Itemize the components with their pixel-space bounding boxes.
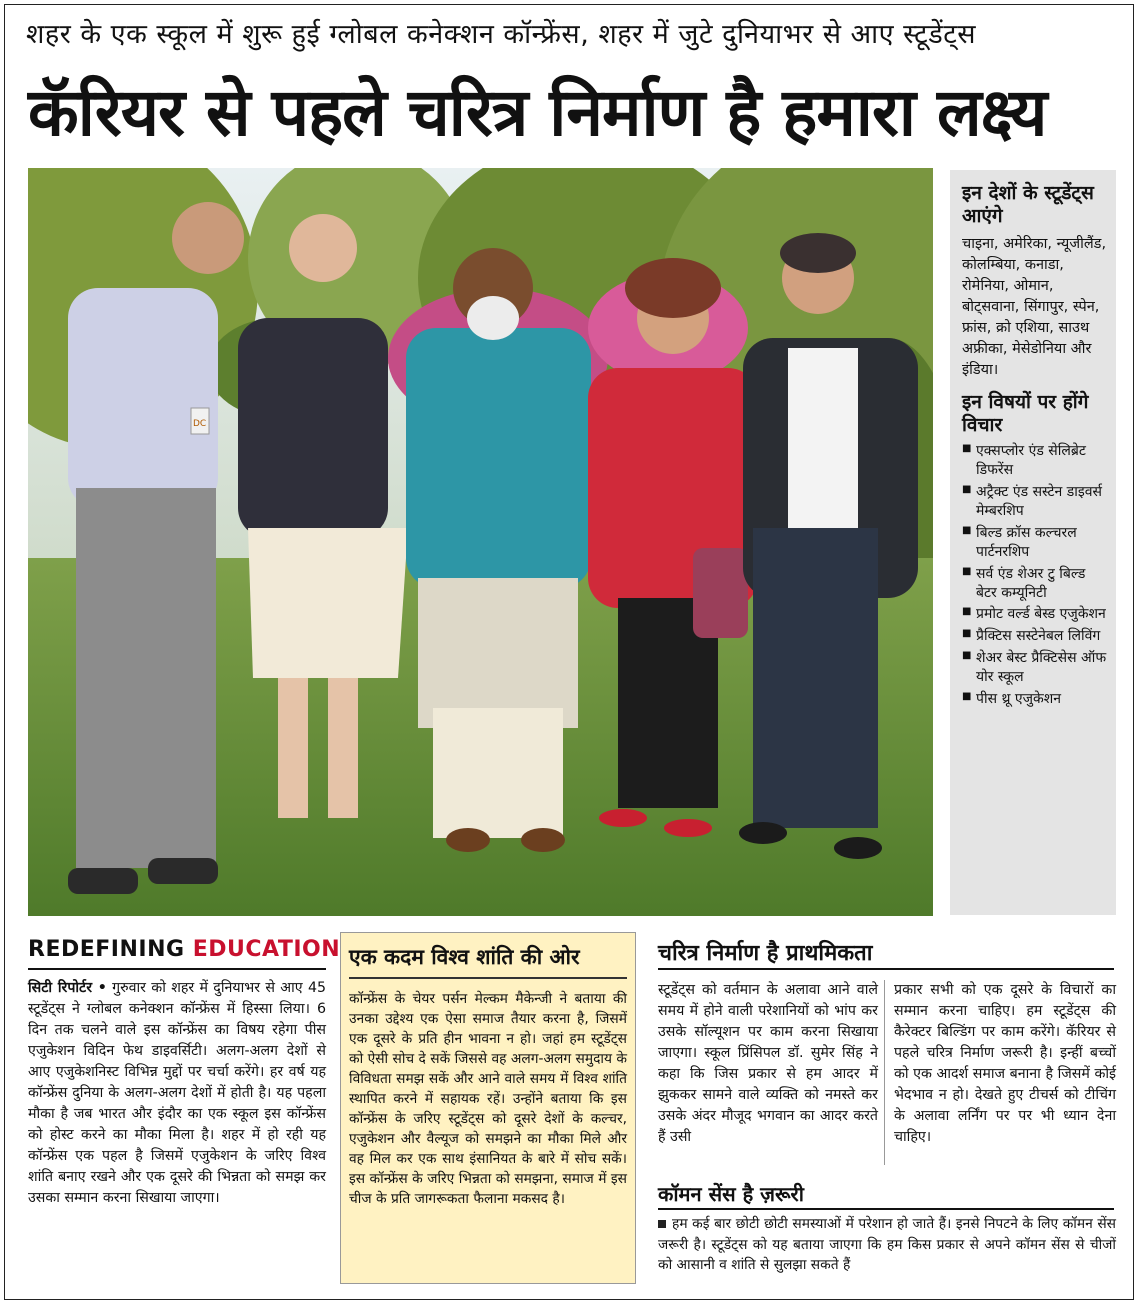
section-title-part: REDEFINING	[28, 937, 193, 962]
topic-item: ■ सर्व एंड शेअर टु बिल्ड बेटर कम्यूनिटी	[962, 565, 1108, 603]
article-column-3a: स्टूडेंट्स को वर्तमान के अलावा आने वाले समय में होने वाली परेशानियों को भांप कर उसके सॉल्यूशन पर काम करना सिखाया जाएगा। स्कूल प्रिंसिपल डॉ. सुमेर सिंह ने कहा कि जिस प्रकार से हम आदर में झुककर सामने वाले व्यक्ति को नमस्ते कर उसके अंदर मौजूद भगवान का आदर करते हैं उसी	[658, 982, 878, 1146]
box-body: कॉन्फ्रेंस के चेयर पर्सन मेल्कम मैकेन्जी ने बताया की उनका उद्देश्य एक ऐसा समाज तैयार करना है, जिसमें एक दूसरे के प्रति हीन भावना न हो। जहां हम स्टूडेंट्स को ऐसी सोच दे सकें जिससे वह अलग-अलग समुदाय के विविधता समझ सकें और आने वाले समय में विश्व शांति स्थापित करने में सहायक रहें। उन्होंने बताया कि इस कॉन्फ्रेंस के जरिए स्टूडेंट्स को दूसरे देशों के कल्चर, एजुकेशन और वैल्यूज को समझने का मौका मिले और वह मिल कर एक साथ इंसानियत के बारे में सोच सकें। इस कॉन्फ्रेंस के जरिए भिन्नता को समझना, समाज में इस चीज के प्रति जागरूकता फैलाना मकसद है।	[349, 991, 627, 1207]
article-body: हम कई बार छोटी छोटी समस्याओं में परेशान हो जाते हैं। इनसे निपटने के लिए कॉमन सेंस जरूरी है। स्टूडेंट्स को यह बताया जाएगा कि हम किस प्रकार से अपने कॉमन सेंस से चीजों को आसानी व शांति से सुलझा सकते हैं	[658, 1216, 1116, 1274]
countries-list: चाइना, अमेरिका, न्यूजीलैंड, कोलम्बिया, कनाडा, रोमेनिया, ओमान, बोट्सवाना, सिंगापुर, स्पेन, फ्रांस, क्रो एशिया, साउथ अफ्रीका, मेसेडोनिया और इंडिया।	[962, 235, 1107, 378]
main-headline: कॅरियर से पहले चरित्र निर्माण है हमारा लक्ष्य	[28, 74, 1047, 151]
divider	[658, 968, 1114, 970]
news-photo	[28, 168, 933, 916]
article-body: गुरुवार को शहर में दुनियाभर से आए 45 स्टूडेंट्स ने ग्लोबल कनेक्शन कॉन्फ्रेंस में हिस्सा लिया। 6 दिन तक चलने वाले इस कॉन्फ्रेंस का विषय रहेगा पीस एजुकेशन विदिन फेथ डाइवर्सिटी। अलग-अलग देशों से आए एजुकेशनिस्ट विभिन्न मुद्दों पर चर्चा करेंगे। हर वर्ष यह कॉन्फ्रेंस दुनिया के अलग-अलग देशों में होती है। यह पहला मौका है जब भारत और इंदौर का एक स्कूल इस कॉन्फ्रेंस को होस्ट करने का मौका मिला है। शहर में हो रही यह कॉन्फ्रेंस एक पहल है जिसमें एजुकेशन के जरिए विश्व शांति बनाए रखने और एक दूसरे की भिन्नता को समझ कर उसका सम्मान करना सिखाया जाएगा।	[28, 980, 326, 1207]
info-sidebar	[950, 170, 1116, 915]
byline: सिटी रिपोर्टर •	[28, 980, 107, 996]
highlight-box	[340, 932, 636, 1284]
divider	[28, 968, 326, 970]
topic-item: ■ एक्सप्लोर एंड सेलिब्रेट डिफरेंस	[962, 442, 1108, 480]
section-title-redefining-education	[28, 937, 340, 962]
bullet-square-icon	[658, 1220, 666, 1228]
group-photo-illustration	[28, 168, 933, 916]
column-rule	[884, 980, 885, 1165]
topic-item: ■ प्रमोट वर्ल्ड बेस्ड एजुकेशन	[962, 605, 1108, 624]
topics-heading: इन विषयों पर होंगे विचार	[962, 390, 1089, 436]
countries-heading: इन देशों के स्टूडेंट्स आएंगे	[962, 182, 1094, 227]
topics-list	[962, 442, 1108, 709]
topic-item: ■ प्रैक्टिस सस्टेनेबल लिविंग	[962, 627, 1108, 646]
section-title-character: चरित्र निर्माण है प्राथमिकता	[658, 941, 873, 966]
section-title-common-sense: कॉमन सेंस है ज़रूरी	[658, 1182, 804, 1206]
article-column-1	[28, 978, 326, 1209]
topic-item: ■ शेअर बेस्ट प्रैक्टिसेस ऑफ योर स्कूल	[962, 649, 1108, 687]
divider	[658, 1208, 1114, 1210]
topic-item: ■ बिल्ड क्रॉस कल्चरल पार्टनरशिप	[962, 524, 1108, 562]
section-title-accent: EDUCATION	[192, 937, 341, 962]
article-column-3b: प्रकार सभी को एक दूसरे के विचारों का सम्मान करना चाहिए। हम स्टूडेंट्स की कैरेक्टर बिल्डिंग पर काम करेंगे। कॅरियर से पहले चरित्र निर्माण जरूरी है। इन्हीं बच्चों को एक आदर्श समाज बनाना है जिसमें कोई भेदभाव न हो। देखते हुए टीचर्स को टीचिंग के अलावा लर्निंग पर पर भी ध्यान देना चाहिए।	[894, 982, 1116, 1146]
box-title: एक कदम विश्व शांति की ओर	[349, 943, 627, 979]
badge-text-1: DC	[193, 419, 207, 429]
article-column-4	[658, 1214, 1116, 1276]
topic-item: ■ पीस थ्रू एजुकेशन	[962, 690, 1108, 709]
kicker-headline: शहर के एक स्कूल में शुरू हुई ग्लोबल कनेक्शन कॉन्फ्रेंस, शहर में जुटे दुनियाभर से आए स्टूडेंट्स	[26, 19, 977, 50]
topic-item: ■ अट्रैक्ट एंड सस्टेन डाइवर्स मेम्बरशिप	[962, 483, 1108, 521]
